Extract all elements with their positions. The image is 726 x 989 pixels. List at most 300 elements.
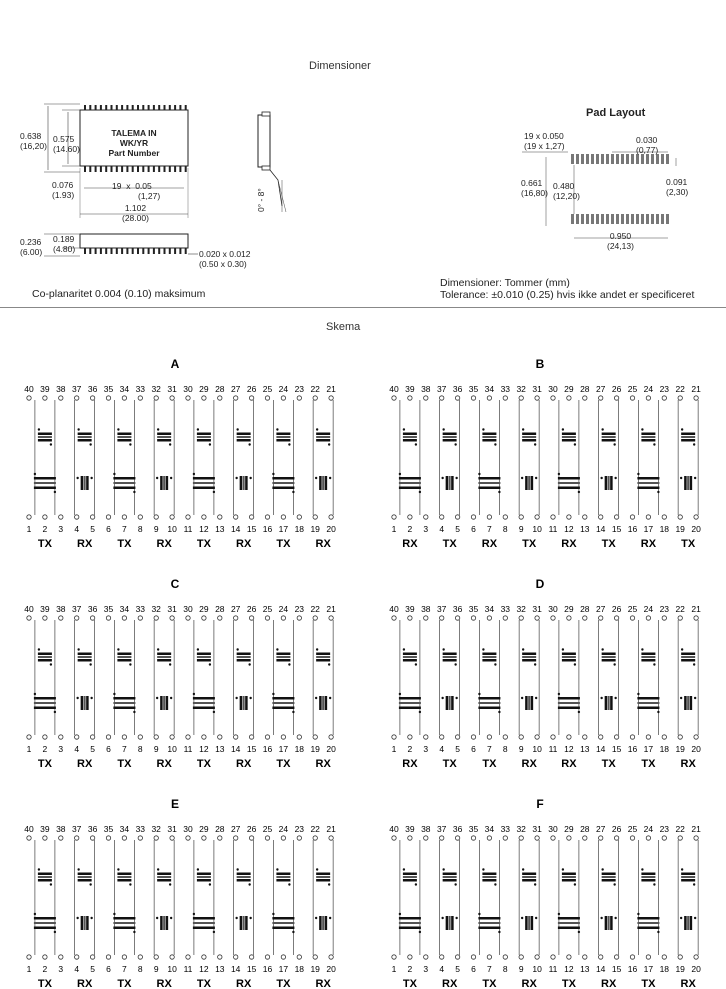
polarity-dot	[600, 697, 602, 699]
polarity-dot	[157, 648, 159, 650]
transformer-winding	[602, 439, 616, 442]
choke-winding	[245, 916, 248, 930]
pin-number-top: 24	[643, 384, 654, 394]
transformer-core	[681, 656, 695, 658]
pin-bottom	[154, 515, 158, 519]
wire	[313, 400, 333, 515]
pin-bottom	[551, 735, 555, 739]
pin-number-bottom: 10	[167, 964, 177, 974]
pin-number-bottom: 4	[439, 524, 445, 534]
pin-bottom	[503, 735, 507, 739]
transformer-winding	[478, 927, 500, 930]
wire	[75, 400, 95, 515]
pin-number-top: 27	[595, 384, 606, 394]
polarity-dot	[478, 913, 480, 915]
transformer-winding	[602, 879, 616, 882]
pin-bottom	[535, 515, 539, 519]
transformer-winding	[117, 659, 131, 662]
transformer-core	[562, 876, 576, 878]
choke-winding	[610, 476, 613, 490]
pin-number-bottom: 8	[137, 964, 143, 974]
pin-top	[535, 396, 539, 400]
pin-number-top: 30	[183, 604, 193, 614]
pin-number-bottom: 1	[391, 744, 397, 754]
pin-number-top: 25	[262, 384, 273, 394]
schematic-d	[389, 577, 701, 770]
pin-top	[471, 836, 475, 840]
pin-number-bottom: 2	[42, 744, 48, 754]
choke-core	[608, 476, 610, 490]
polarity-dot	[534, 443, 536, 445]
pin-bottom	[106, 515, 110, 519]
transformer-winding	[637, 697, 659, 700]
polarity-dot	[117, 648, 119, 650]
pin-bottom	[265, 735, 269, 739]
pin-bottom	[567, 515, 571, 519]
pin-bottom	[186, 955, 190, 959]
wire	[678, 400, 698, 515]
transformer-winding	[272, 477, 294, 480]
transformer-core	[38, 656, 52, 658]
polarity-dot	[170, 917, 172, 919]
transformer-winding	[316, 659, 330, 662]
wire	[154, 840, 174, 955]
choke-winding	[451, 696, 454, 710]
channel-label: TX	[601, 538, 616, 550]
pin-bottom	[694, 955, 698, 959]
transformer-winding	[117, 873, 131, 876]
pad-layout-title: Pad Layout	[586, 107, 646, 119]
schematic-a	[24, 357, 336, 550]
pin-number-bottom: 8	[502, 524, 508, 534]
pin-number-bottom: 1	[391, 964, 397, 974]
polarity-dot	[558, 913, 560, 915]
polarity-dot	[77, 428, 79, 430]
polarity-dot	[641, 648, 643, 650]
polarity-dot	[117, 868, 119, 870]
pin-bottom	[646, 515, 650, 519]
pin-number-top: 32	[516, 604, 526, 614]
transformer-core	[78, 876, 92, 878]
pin-top	[90, 616, 94, 620]
polarity-dot	[653, 663, 655, 665]
pin-number-top: 26	[611, 824, 622, 834]
transformer-core	[272, 702, 294, 704]
transformer-winding	[478, 477, 500, 480]
transformer-winding	[403, 873, 417, 876]
transformer-winding	[403, 653, 417, 656]
pin-top	[234, 836, 238, 840]
choke-winding	[166, 916, 169, 930]
pin-number-top: 40	[389, 604, 399, 614]
transformer-winding	[78, 439, 92, 442]
channel-label: TX	[37, 978, 52, 989]
polarity-dot	[76, 917, 78, 919]
pin-number-top: 31	[532, 384, 542, 394]
transformer-core	[276, 436, 290, 438]
polarity-dot	[89, 663, 91, 665]
pin-number-bottom: 11	[548, 964, 558, 974]
pin-number-bottom: 19	[310, 524, 320, 534]
transformer-winding	[403, 659, 417, 662]
transformer-core	[403, 876, 417, 878]
choke-core	[163, 476, 165, 490]
channel-label: TX	[196, 978, 211, 989]
pin-number-bottom: 9	[518, 964, 524, 974]
section-title-schema: Skema	[326, 321, 361, 333]
pin-number-bottom: 12	[564, 524, 574, 534]
polarity-dot	[248, 443, 250, 445]
pin-top	[154, 396, 158, 400]
pin-top	[75, 836, 79, 840]
pin-number-top: 28	[580, 384, 590, 394]
pin-bottom	[646, 735, 650, 739]
transformer-winding	[399, 697, 421, 700]
polarity-dot	[415, 443, 417, 445]
section-title-dimensions: Dimensioner	[309, 60, 371, 72]
pin-number-bottom: 16	[627, 964, 638, 974]
pin-top	[487, 836, 491, 840]
pad-width: 0.030 (0,77)	[636, 135, 659, 155]
pin-top	[43, 836, 47, 840]
pin-number-bottom: 18	[294, 744, 305, 754]
transformer-winding	[562, 439, 576, 442]
dim-total-height: 0.638 (16,20)	[20, 131, 47, 151]
transformer-winding	[237, 653, 251, 656]
transformer-core	[316, 656, 330, 658]
transformer-winding	[558, 707, 580, 710]
choke-winding	[325, 476, 328, 490]
transformer-winding	[197, 873, 211, 876]
pin-bottom	[313, 955, 317, 959]
pin-bottom	[75, 955, 79, 959]
transformer-winding	[237, 873, 251, 876]
pin-top	[106, 396, 110, 400]
pin-number-top: 38	[421, 824, 431, 834]
channel-label: TX	[681, 538, 696, 550]
transformer-core	[681, 876, 695, 878]
pin-top	[249, 616, 253, 620]
package-label-line-3: Part Number	[108, 148, 160, 158]
transformer-core	[562, 656, 576, 658]
wire	[519, 620, 539, 735]
polarity-dot	[637, 693, 639, 695]
polarity-dot	[248, 883, 250, 885]
channel-label: TX	[402, 978, 417, 989]
pin-bottom	[519, 515, 523, 519]
pin-top	[583, 836, 587, 840]
transformer-winding	[562, 433, 576, 436]
polarity-dot	[328, 663, 330, 665]
transformer-core	[272, 482, 294, 484]
pin-number-top: 36	[452, 824, 463, 834]
channel-label: RX	[402, 758, 418, 770]
pin-top	[424, 396, 428, 400]
pin-bottom	[297, 955, 301, 959]
transformer-core	[316, 876, 330, 878]
pin-number-bottom: 17	[643, 964, 654, 974]
transformer-winding	[522, 433, 536, 436]
pin-number-bottom: 17	[278, 744, 289, 754]
transformer-winding	[681, 433, 695, 436]
polarity-dot	[156, 917, 158, 919]
polarity-dot	[419, 491, 421, 493]
polarity-dot	[415, 883, 417, 885]
pin-number-top: 28	[215, 824, 225, 834]
transformer-winding	[34, 927, 56, 930]
pin-number-bottom: 8	[137, 744, 143, 754]
pin-top	[106, 836, 110, 840]
polarity-dot	[276, 868, 278, 870]
polarity-dot	[399, 693, 401, 695]
choke-winding	[86, 476, 89, 490]
polarity-dot	[213, 491, 215, 493]
pin-number-bottom: 3	[58, 744, 64, 754]
wire	[440, 840, 460, 955]
transformer-winding	[157, 659, 171, 662]
pin-bottom	[249, 735, 253, 739]
channel-label: TX	[442, 538, 457, 550]
polarity-dot	[681, 868, 683, 870]
transformer-winding	[113, 707, 135, 710]
transformer-winding	[399, 917, 421, 920]
tolerance-note: Tolerance: ±0.010 (0.25) hvis ikke andet er specificeret	[440, 289, 695, 301]
pin-number-bottom: 20	[326, 964, 336, 974]
pin-number-top: 30	[548, 604, 558, 614]
pin-bottom	[281, 515, 285, 519]
pin-top	[567, 616, 571, 620]
pin-top	[662, 836, 666, 840]
transformer-winding	[78, 653, 92, 656]
pin-top	[694, 616, 698, 620]
schematic-label: F	[536, 797, 544, 811]
pin-top	[535, 616, 539, 620]
pin-bottom	[106, 955, 110, 959]
transformer-winding	[482, 653, 496, 656]
transformer-winding	[443, 873, 457, 876]
polarity-dot	[249, 697, 251, 699]
pin-number-top: 37	[71, 604, 82, 614]
pin-number-bottom: 8	[502, 964, 508, 974]
transformer-core	[272, 922, 294, 924]
transformer-winding	[641, 653, 655, 656]
choke-core	[322, 696, 324, 710]
pin-number-bottom: 14	[595, 964, 606, 974]
polarity-dot	[399, 913, 401, 915]
polarity-dot	[522, 648, 524, 650]
choke-winding	[81, 916, 84, 930]
pin-top	[662, 396, 666, 400]
polarity-dot	[77, 868, 79, 870]
pin-top	[202, 836, 206, 840]
pin-top	[630, 396, 634, 400]
wire	[273, 840, 293, 955]
pin-number-bottom: 19	[310, 964, 320, 974]
pin-number-top: 25	[262, 824, 273, 834]
pin-number-top: 30	[183, 384, 193, 394]
transformer-core	[681, 436, 695, 438]
transformer-winding	[316, 433, 330, 436]
pin-bottom	[662, 735, 666, 739]
choke-core	[528, 916, 530, 930]
transformer-winding	[272, 917, 294, 920]
choke-winding	[690, 916, 693, 930]
transformer-winding	[272, 487, 294, 490]
pin-number-bottom: 19	[675, 964, 685, 974]
transformer-winding	[237, 439, 251, 442]
package-label-line-1: TALEMA IN	[111, 128, 157, 138]
polarity-dot	[76, 477, 78, 479]
wire	[678, 840, 698, 955]
pin-bottom	[249, 955, 253, 959]
channel-label: RX	[561, 758, 577, 770]
schematic-label: C	[170, 577, 180, 591]
pin-bottom	[678, 955, 682, 959]
transformer-core	[78, 656, 92, 658]
polarity-dot	[535, 917, 537, 919]
pin-number-top: 36	[87, 604, 98, 614]
pin-top	[90, 396, 94, 400]
polarity-dot	[34, 693, 36, 695]
transformer-core	[558, 922, 580, 924]
pin-number-bottom: 6	[471, 964, 476, 974]
choke-winding	[81, 696, 84, 710]
wire	[154, 620, 174, 735]
pin-top	[630, 616, 634, 620]
wire	[75, 840, 95, 955]
pin-number-bottom: 18	[294, 964, 305, 974]
transformer-core	[113, 482, 135, 484]
transformer-winding	[522, 653, 536, 656]
transformer-winding	[38, 433, 52, 436]
pin-number-top: 37	[436, 824, 447, 834]
transformer-core	[117, 436, 131, 438]
polarity-dot	[522, 428, 524, 430]
polarity-dot	[455, 697, 457, 699]
polarity-dot	[562, 428, 564, 430]
pin-number-top: 35	[103, 384, 114, 394]
pin-number-bottom: 13	[215, 524, 225, 534]
transformer-winding	[272, 927, 294, 930]
pad-pitch: 19 x 0.050 (19 x 1,27)	[524, 131, 565, 151]
wire	[313, 840, 333, 955]
channel-label: RX	[77, 978, 93, 989]
choke-winding	[446, 696, 449, 710]
wire	[194, 840, 214, 955]
pin-number-top: 22	[310, 824, 320, 834]
polarity-dot	[693, 663, 695, 665]
polarity-dot	[157, 428, 159, 430]
pin-number-bottom: 14	[595, 524, 606, 534]
pad-outer: 0.661 (16,80)	[521, 178, 548, 198]
pin-number-top: 22	[675, 384, 685, 394]
pin-number-bottom: 5	[90, 964, 95, 974]
pin-number-bottom: 15	[611, 744, 622, 754]
polarity-dot	[482, 648, 484, 650]
pin-number-top: 25	[627, 604, 638, 614]
wire	[400, 840, 420, 955]
transformer-core	[34, 922, 56, 924]
channel-label: TX	[196, 758, 211, 770]
transformer-winding	[193, 697, 215, 700]
wire	[559, 620, 579, 735]
polarity-dot	[653, 883, 655, 885]
polarity-dot	[614, 477, 616, 479]
channel-label: RX	[481, 538, 498, 550]
wire	[75, 620, 95, 735]
polarity-dot	[213, 931, 215, 933]
pin-bottom	[471, 735, 475, 739]
choke-winding	[531, 696, 534, 710]
polarity-dot	[522, 868, 524, 870]
polarity-dot	[403, 648, 405, 650]
transformer-core	[478, 482, 500, 484]
pin-top	[455, 396, 459, 400]
polarity-dot	[637, 913, 639, 915]
wire	[440, 400, 460, 515]
pin-number-bottom: 13	[580, 524, 590, 534]
transformer-winding	[403, 439, 417, 442]
polarity-dot	[521, 917, 523, 919]
polarity-dot	[680, 917, 682, 919]
transformer-core	[482, 876, 496, 878]
polarity-dot	[562, 648, 564, 650]
polarity-dot	[38, 428, 40, 430]
transformer-winding	[78, 433, 92, 436]
pin-number-top: 30	[548, 824, 558, 834]
polarity-dot	[90, 477, 92, 479]
pin-bottom	[27, 735, 31, 739]
pin-top	[614, 836, 618, 840]
polarity-dot	[50, 883, 52, 885]
pin-top	[218, 836, 222, 840]
choke-winding	[610, 916, 613, 930]
choke-winding	[451, 916, 454, 930]
pin-number-bottom: 20	[691, 744, 701, 754]
pin-top	[487, 616, 491, 620]
pin-top	[59, 836, 63, 840]
polarity-dot	[442, 428, 444, 430]
transformer-winding	[602, 659, 616, 662]
pin-number-top: 23	[659, 604, 670, 614]
pin-top	[503, 616, 507, 620]
polarity-dot	[236, 648, 238, 650]
transformer-winding	[558, 917, 580, 920]
pin-number-bottom: 20	[691, 524, 701, 534]
units-note: Dimensioner: Tommer (mm)	[440, 277, 570, 289]
pin-bottom	[138, 515, 142, 519]
schematic-label: D	[535, 577, 545, 591]
transformer-core	[558, 702, 580, 704]
channel-label: TX	[482, 978, 497, 989]
transformer-winding	[316, 439, 330, 442]
pin-number-top: 33	[135, 384, 146, 394]
pin-top	[519, 616, 523, 620]
pad-length: 0.091 (2,30)	[666, 177, 689, 197]
transformer-core	[157, 436, 171, 438]
pin-bottom	[471, 955, 475, 959]
pin-number-bottom: 10	[532, 524, 542, 534]
pin-number-top: 27	[230, 824, 241, 834]
dim-height-body: 0.189 (4.80)	[53, 234, 76, 254]
transformer-winding	[117, 439, 131, 442]
pin-number-top: 40	[389, 384, 399, 394]
pin-bottom	[392, 955, 396, 959]
pin-bottom	[154, 735, 158, 739]
choke-core	[84, 916, 86, 930]
pin-bottom	[424, 515, 428, 519]
polarity-dot	[197, 428, 199, 430]
